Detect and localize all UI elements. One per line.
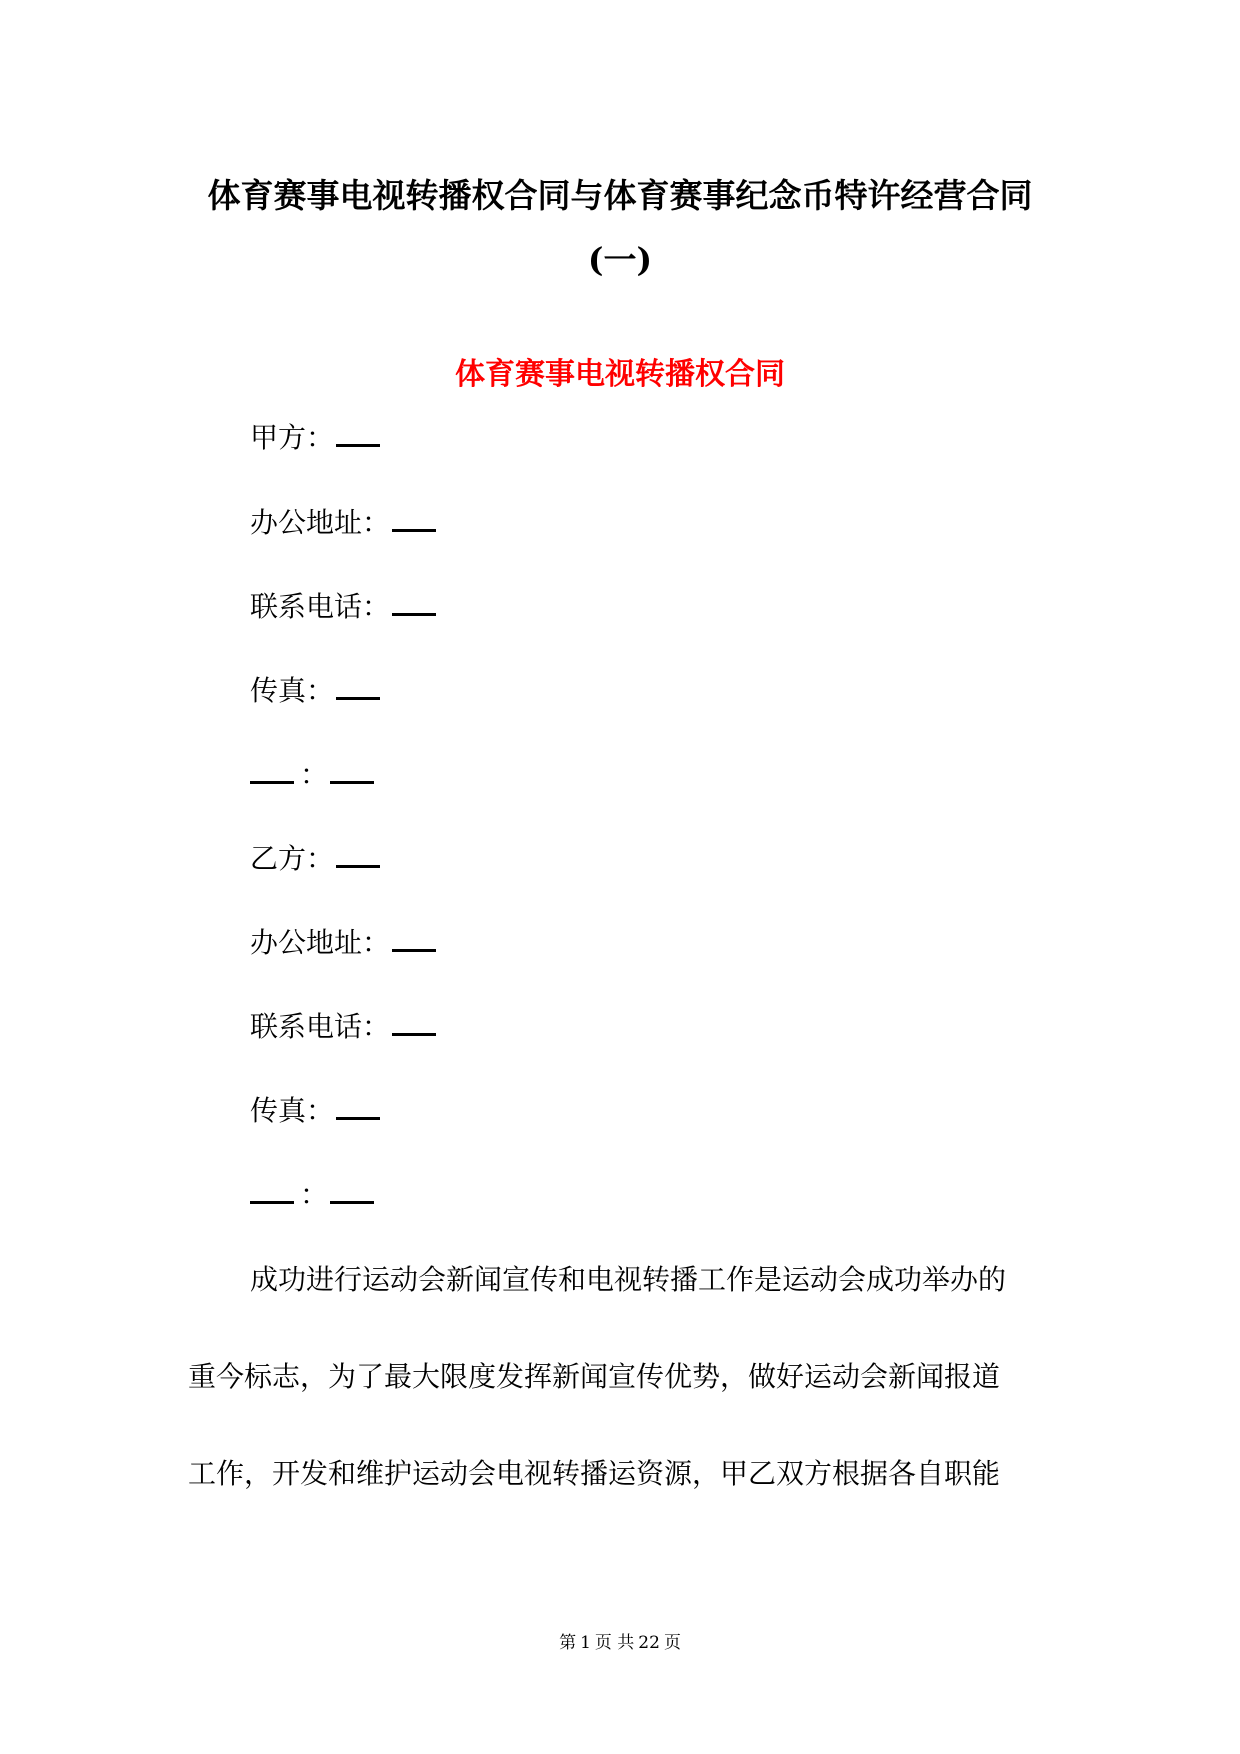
party-b-fax-field [250, 1093, 380, 1129]
document-title-line-2: (一) [587, 240, 653, 279]
party-b-blank-field [250, 1177, 374, 1213]
party-b-field [250, 841, 380, 877]
party-b-address-field [250, 925, 436, 961]
party-a-blank [336, 420, 380, 447]
party-a-phone-blank [392, 589, 436, 616]
party-a-phone-label: 联系电话： [250, 590, 391, 623]
party-b-phone-field [250, 1009, 436, 1045]
party-a-address-blank [392, 505, 436, 532]
footer-page-number: 1 [580, 1633, 591, 1653]
party-b-address-blank [392, 925, 436, 952]
page-footer [0, 1632, 1240, 1654]
party-b-fax-blank [336, 1093, 380, 1120]
body-paragraph-line-2: 重今标志，为了最大限度发挥新闻宣传优势，做好运动会新闻报道 [188, 1360, 1001, 1393]
party-a-fax-blank [336, 673, 380, 700]
party-a-field [250, 420, 380, 456]
section-title: 体育赛事电视转播权合同 [455, 357, 785, 392]
party-a-fax-label: 传真： [250, 674, 335, 707]
footer-page-suffix: 页 [663, 1633, 681, 1653]
footer-page-middle: 页 共 [594, 1633, 635, 1653]
party-a-blank-field-value-blank [330, 757, 374, 784]
party-b-phone-blank [392, 1009, 436, 1036]
party-b-phone-label: 联系电话： [250, 1010, 391, 1043]
party-a-blank-field-colon: ： [300, 758, 329, 791]
footer-page-prefix: 第 [559, 1633, 577, 1653]
footer-page-total: 22 [638, 1633, 660, 1653]
party-a-label: 甲方： [250, 421, 335, 454]
party-b-blank-field-label-blank [250, 1177, 294, 1204]
party-b-fax-label: 传真： [250, 1094, 335, 1127]
party-b-blank-field-value-blank [330, 1177, 374, 1204]
party-b-blank-field-colon: ： [300, 1178, 329, 1211]
party-a-phone-field [250, 589, 436, 625]
party-a-fax-field [250, 673, 380, 709]
party-a-address-field [250, 505, 436, 541]
party-b-blank [336, 841, 380, 868]
party-a-blank-field-label-blank [250, 757, 294, 784]
body-paragraph-line-3: 工作，开发和维护运动会电视转播运资源，甲乙双方根据各自职能 [188, 1457, 1001, 1490]
party-a-address-label: 办公地址： [250, 506, 391, 539]
party-a-blank-field [250, 757, 374, 793]
body-paragraph-line-1: 成功进行运动会新闻宣传和电视转播工作是运动会成功举办的 [250, 1263, 1007, 1296]
party-b-label: 乙方： [250, 842, 335, 875]
party-b-address-label: 办公地址： [250, 926, 391, 959]
document-title-line-1: 体育赛事电视转播权合同与体育赛事纪念币特许经营合同 [207, 176, 1033, 215]
